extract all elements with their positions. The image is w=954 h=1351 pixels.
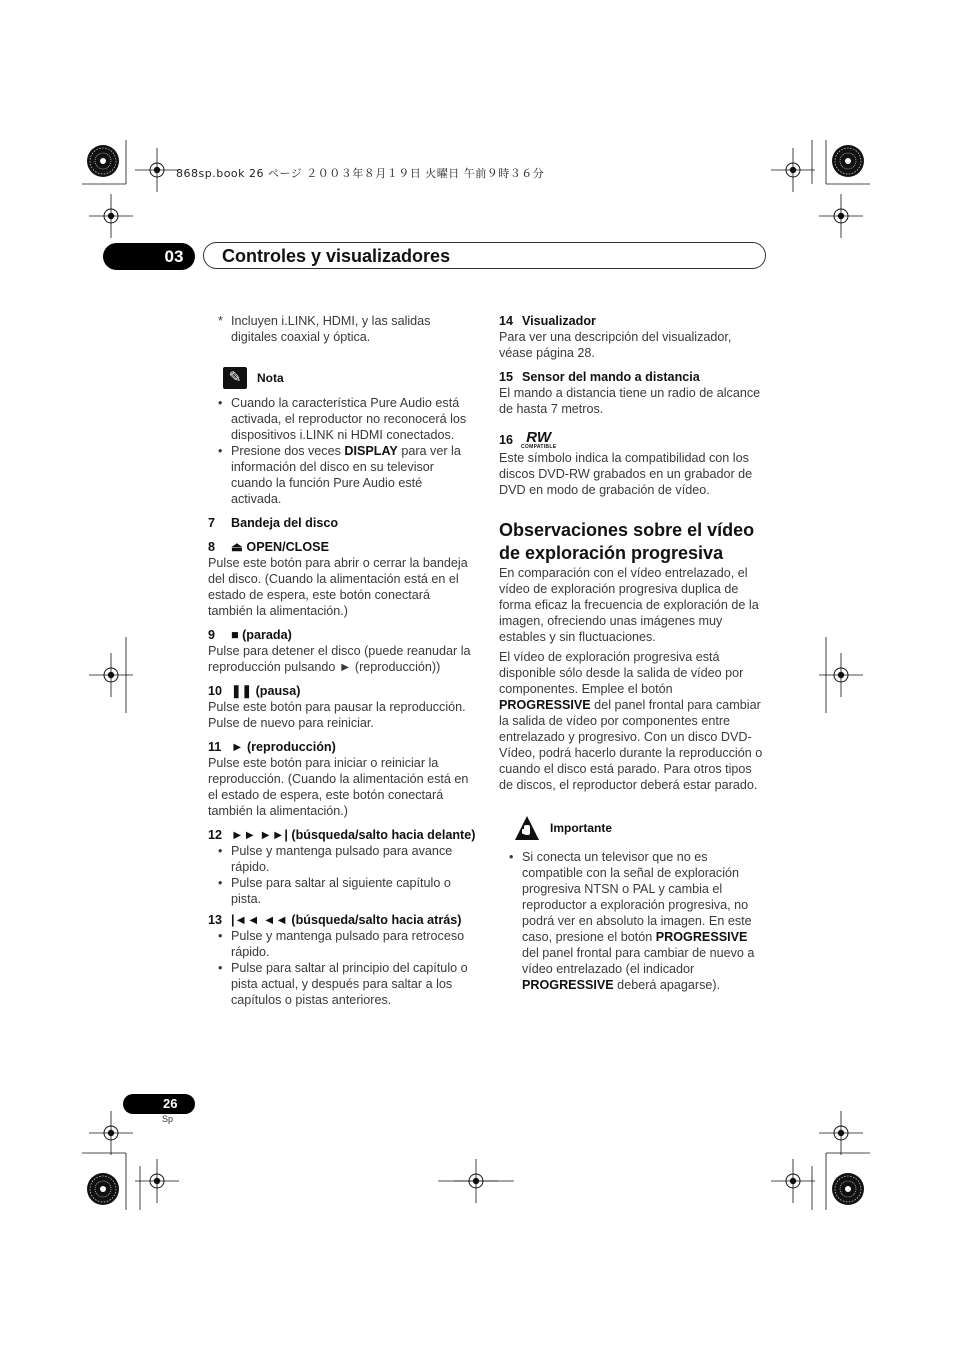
item-text-14: Para ver una descripción del visualizador, véase página 28.: [499, 330, 732, 360]
crosshair-mark: [89, 1111, 133, 1155]
item-heading-13: 13 |◄◄ ◄◄ (búsqueda/salto hacia atrás): [208, 913, 462, 927]
section-paragraph: En comparación con el vídeo entrelazado, el vídeo de exploración progresiva duplica de forma eficaz la frecuencia de exploración de la imagen, ofreciendo unas imágenes muy estables y sin fluctuaciones.: [499, 566, 759, 644]
rw-compatible-logo: RW COMPATIBLE: [521, 429, 557, 450]
item-text-15: El mando a distancia tiene un radio de alcance de hasta 7 metros.: [499, 386, 761, 416]
item-text-9: Pulse para detener el disco (puede reanudar la reproducción pulsando ► (reproducción)): [208, 644, 471, 674]
crosshair-mark: [819, 194, 863, 238]
note-heading: [223, 367, 476, 389]
item-13-bullet: • Pulse y mantenga pulsado para retroceso rápido.: [208, 928, 476, 960]
important-bullet: • Si conecta un televisor que no es compatible con la señal de exploración progresiva NTSN o PAL y cambia el reproductor a exploración progresiva, no podrá ver en absoluto la imagen. En este caso, presione el botón PROGRESSIVE del panel frontal para cambiar de nuevo a vídeo entrelazado (el indicador PROGRESSIVE deberá apagarse).: [499, 849, 767, 993]
item-heading-16: 16 RW COMPATIBLE: [499, 429, 557, 450]
note-bullet: • Cuando la característica Pure Audio está activada, el reproductor no reconocerá los dispositivos i.LINK ni HDMI conectados.: [208, 395, 476, 443]
item-13-bullet: • Pulse para saltar al principio del capítulo o pista actual, y después para saltar a los capítulos o pistas anteriores.: [208, 960, 476, 1008]
chapter-number: 03: [164, 247, 184, 266]
crosshair-mark: [135, 1159, 179, 1203]
page-number-badge: [123, 1094, 195, 1114]
crosshair-mark: [771, 148, 815, 192]
right-column: [499, 313, 767, 993]
sunburst-mark-top-left: [87, 145, 119, 177]
sunburst-mark-top-right: [832, 145, 864, 177]
item-12-bullet: • Pulse y mantenga pulsado para avance rápido.: [208, 843, 476, 875]
print-slug-line: 868sp.book 26 ページ ２００３年８月１９日 火曜日 午前９時３６分: [176, 167, 545, 180]
item-text-11: Pulse este botón para iniciar o reiniciar la reproducción. (Cuando la alimentación está en el estado de espera, este botón conectará también la alimentación.): [208, 756, 469, 818]
item-heading-9: 9 ■ (parada): [208, 628, 292, 642]
chapter-number-badge: [103, 243, 195, 270]
section-title: Observaciones sobre el vídeo de exploración progresiva: [499, 520, 755, 563]
item-heading-12: 12 ►► ►►| (búsqueda/salto hacia delante): [208, 828, 476, 842]
item-12-bullet: • Pulse para saltar al siguiente capítulo o pista.: [208, 875, 476, 907]
item-heading-8: 8 ⏏ OPEN/CLOSE: [208, 540, 329, 554]
item-heading-10: 10 ❚❚ (pausa): [208, 684, 301, 698]
crosshair-mark: [819, 1111, 863, 1155]
crosshair-mark: [771, 1159, 815, 1203]
crosshair-mark: [135, 148, 179, 192]
sunburst-mark-bottom-right: [832, 1173, 864, 1205]
pencil-note-icon: ✎: [223, 367, 247, 389]
warning-hand-icon: [514, 815, 540, 841]
item-heading-11: 11 ► (reproducción): [208, 740, 336, 754]
item-heading-7: 7 Bandeja del disco: [208, 516, 339, 530]
item-text-8: Pulse este botón para abrir o cerrar la bandeja del disco. (Cuando la alimentación está en el estado de espera, este botón conectará también la alimentación.): [208, 556, 468, 618]
important-heading: [514, 815, 767, 841]
language-code: Sp: [162, 1114, 174, 1124]
note-label: Nota: [257, 371, 284, 385]
chapter-title: Controles y visualizadores: [222, 246, 451, 266]
sunburst-mark-bottom-left: [87, 1173, 119, 1205]
item-text-16: Este símbolo indica la compatibilidad con los discos DVD-RW grabados en un grabador de DVD en modo de grabación de vídeo.: [499, 451, 753, 497]
footnote: * Incluyen i.LINK, HDMI, y las salidas digitales coaxial y óptica.: [208, 313, 476, 345]
item-text-10: Pulse este botón para pausar la reproducción. Pulse de nuevo para reiniciar.: [208, 700, 466, 730]
left-column: [208, 313, 476, 1008]
section-paragraph: El vídeo de exploración progresiva está disponible sólo desde la salida de vídeo por componentes. Emplee el botón PROGRESSIVE del panel frontal para cambiar la salida de vídeo por componentes entre entrelazado y progresivo. Con un disco DVD-Vídeo, podrá hacerlo durante la reproducción o cuando el disco está parado. Para otros tipos de discos, el reproductor deberá estar parado.: [499, 650, 763, 792]
item-heading-15: 15 Sensor del mando a distancia: [499, 370, 700, 384]
item-heading-14: 14 Visualizador: [499, 314, 596, 328]
important-label: Importante: [550, 821, 613, 835]
page-number: 26: [163, 1096, 178, 1111]
crosshair-mark: [89, 194, 133, 238]
note-bullet: • Presione dos veces DISPLAY para ver la información del disco en su televisor cuando la función Pure Audio esté activada.: [208, 443, 476, 507]
